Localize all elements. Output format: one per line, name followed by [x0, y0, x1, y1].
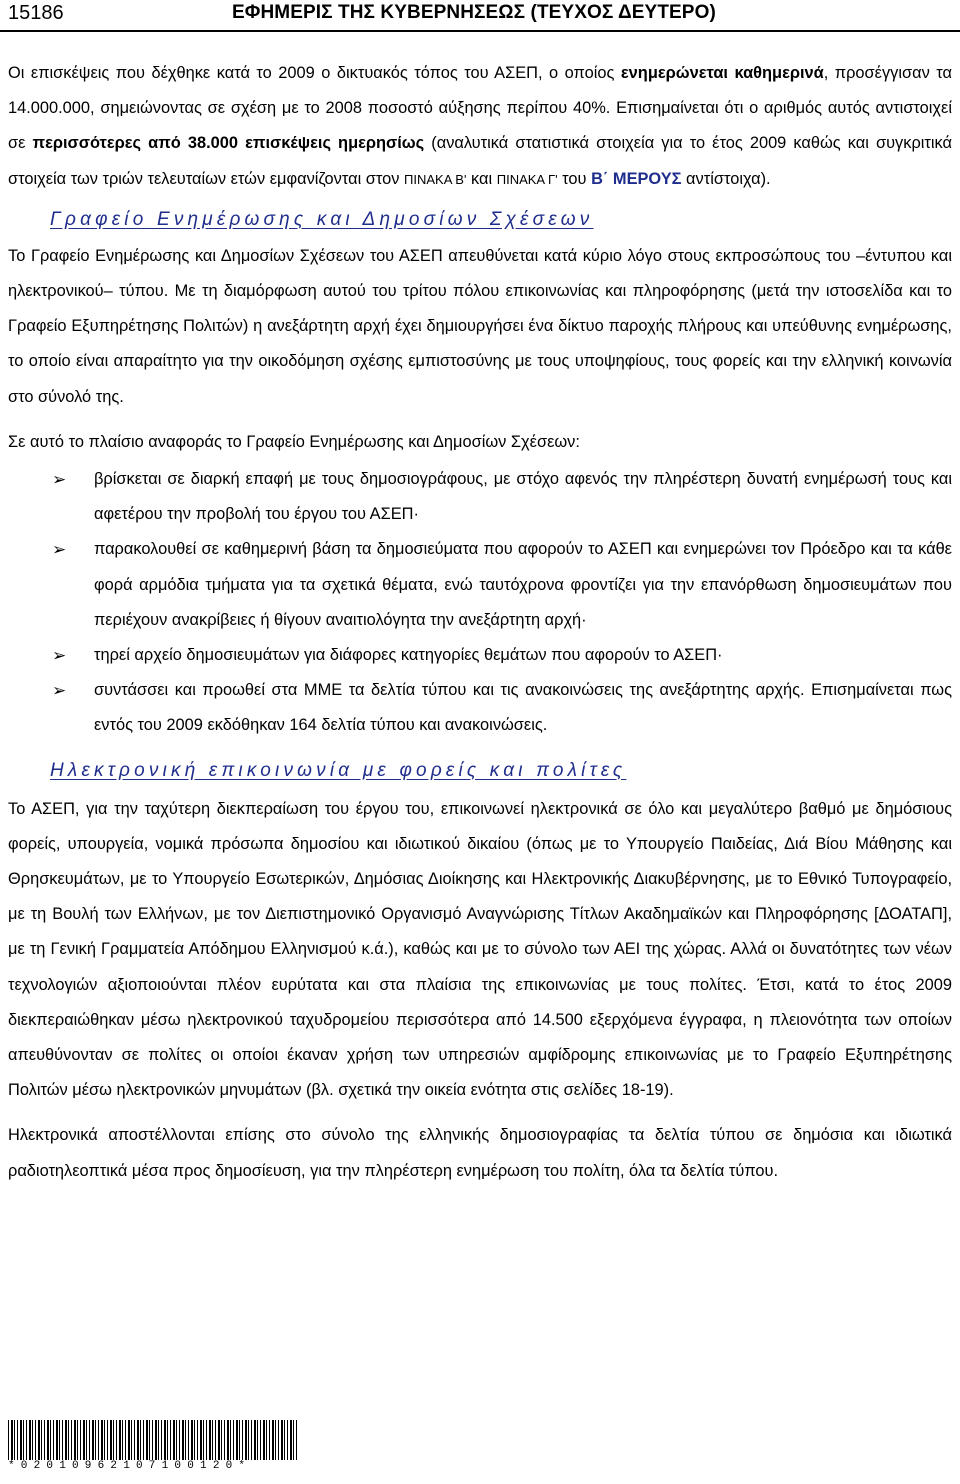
table-c-ref: ΠΙΝΑΚΑ Γ' — [496, 171, 558, 187]
list-item — [8, 673, 952, 743]
intro-text-6: αντίστοιχα). — [681, 169, 771, 188]
section-heading-electronic-communication: Ηλεκτρονική επικοινωνία με φορείς και πολίτες — [50, 759, 627, 781]
list-item-text: βρίσκεται σε διαρκή επαφή με τους δημοσιογράφους, με στόχο αφενός την πληρέστερη δυνατή ενημέρωσή τους και αφετέρου την προβολή του έργου του ΑΣΕΠ· — [94, 470, 952, 524]
arrow-bullet-icon: ➢ — [52, 681, 67, 701]
list-item-text: συντάσσει και προωθεί στα ΜΜΕ τα δελτία τύπου και τις ανακοινώσεις της ανεξάρτητης αρχής. Επισημαίνεται πως εντός του 2009 εκδόθηκαν 164 δελτία τύπου και ανακοινώσεις. — [94, 681, 952, 735]
list-item-text: τηρεί αρχείο δημοσιευμάτων για διάφορες κατηγορίες θεμάτων που αφορούν το ΑΣΕΠ· — [94, 646, 723, 665]
section-heading-press-office: Γραφείο Ενημέρωσης και Δημοσίων Σχέσεων — [50, 208, 594, 230]
intro-text-4: και — [466, 169, 497, 188]
part-b-link[interactable]: Β΄ ΜΕΡΟΥΣ — [591, 169, 682, 188]
barcode-bars — [8, 1420, 298, 1460]
intro-text-1: Οι επισκέψεις που δέχθηκε κατά το 2009 ο δικτυακός τόπος του ΑΣΕΠ, ο οποίος — [8, 64, 621, 82]
press-office-paragraph: Το Γραφείο Ενημέρωσης και Δημοσίων Σχέσεων του ΑΣΕΠ απευθύνεται κατά κύριο λόγο στους εκπροσώπους του –έντυπου και ηλεκτρονικού– τύπου. Με τη διαμόρφωση αυτού του τρίτου πόλου επικοινωνίας και πληροφόρησης (μετά την ιστοσελίδα και το Γραφείο Εξυπηρέτησης Πολιτών) η ανεξάρτητη αρχή έχει δημιουργήσει ένα δίκτυο παροχής πλήρους και υπεύθυνης ενημέρωσης, το οποίο είναι απαραίτητο για την οικοδόμηση σχέσης εμπιστοσύνης με τους υποψηφίους, τους φορείς και την ελληνική κοινωνία στο σύνολό της. — [8, 246, 952, 406]
header-rule — [0, 30, 960, 32]
intro-bold-updated-daily: ενημερώνεται καθημερινά — [620, 64, 824, 82]
intro-bold-visits: περισσότερες από 38.000 επισκέψεις ημερησίως — [32, 134, 425, 153]
list-item-text: παρακολουθεί σε καθημερινή βάση τα δημοσιεύματα που αφορούν το ΑΣΕΠ και ενημερώνει τον Πρόεδρο και τα κάθε φορά αρμόδια τμήματα για τα σχετικά θέματα, ενώ ταυτόχρονα φροντίζει για την επανόρθωση δημοσιευμάτων που περιέχουν ανακρίβειες ή θίγουν αναιτιολόγητα την ανεξάρτητη αρχή· — [94, 540, 952, 629]
page-body — [8, 56, 952, 1189]
press-releases-paragraph: Ηλεκτρονικά αποστέλλονται επίσης στο σύνολο της ελληνικής δημοσιογραφίας τα δελτία τύπου σε δημόσια και ιδιωτικά ραδιοτηλεοπτικά μέσα προς δημοσίευση, για την πληρέστερη ενημέρωση του πολίτη, όλα τα δελτία τύπου. — [8, 1126, 952, 1180]
list-item — [8, 532, 952, 638]
press-office-intro-line: Σε αυτό το πλαίσιο αναφοράς το Γραφείο Ενημέρωσης και Δημοσίων Σχέσεων: — [8, 432, 580, 451]
intro-text-5: του — [557, 169, 592, 188]
page-number: 15186 — [8, 2, 64, 24]
press-office-duties-list — [8, 462, 952, 744]
list-item — [8, 638, 952, 673]
list-item — [8, 462, 952, 532]
electronic-communication-paragraph: Το ΑΣΕΠ, για την ταχύτερη διεκπεραίωση του έργου του, επικοινωνεί ηλεκτρονικά σε όλο και μεγαλύτερο βαθμό με δημόσιους φορείς, υπουργεία, νομικά πρόσωπα δημοσίου και ιδιωτικού δικαίου (όπως με το Υπουργείο Παιδείας, Διά Βίου Μάθησης και Θρησκευμάτων, με το Υπουργείο Εσωτερικών, Δημόσιας Διοίκησης και Ηλεκτρονικής Διακυβέρνησης, με το Εθνικό Τυπογραφείο, με τη Βουλή των Ελλήνων, με τον Διεπιστημονικό Οργανισμό Αναγνώρισης Τίτλων Ακαδημαϊκών και Πληροφόρησης [ΔΟΑΤΑΠ], με τη Γενική Γραμματεία Απόδημου Ελληνισμού κ.ά.), καθώς και με το σύνολο των ΑΕΙ της χώρας. Αλλά οι δυνατότητες των νέων τεχνολογιών αξιοποιούνται πλέον ευρύτατα και στα πλαίσια της επικοινωνίας με τους πολίτες. Έτσι, κατά το έτος 2009 διεκπεραιώθηκαν μέσω ηλεκτρονικού ταχυδρομείου περισσότερα από 14.500 εξερχόμενα έγγραφα, η πλειονότητα των οποίων απευθύνονταν σε πολίτες οι οποίοι έκαναν χρήση των υπηρεσιών αμφίδρομης επικοινωνίας με το Γραφείο Εξυπηρέτησης Πολιτών μέσω ηλεκτρονικών μηνυμάτων (βλ. σχετικά την οικεία ενότητα στις σελίδες 18-19). — [8, 799, 952, 1100]
intro-text-3: (αναλυτικά στατιστικά στοιχεία για το έτος 2009 καθώς και συγκριτικά στοιχεία των τριών τελευταίων ετών εμφανίζονται στον — [8, 134, 952, 188]
intro-text-2: , προσέγγισαν τα 14.000.000, σημειώνοντας σε σχέση με το 2008 ποσοστό αύξησης περίπου 40%. Επισημαίνεται ότι ο αριθμός αυτός αντιστοιχεί σε — [8, 64, 953, 153]
page-header — [0, 0, 960, 32]
gazette-title: ΕΦΗΜΕΡΙΣ ΤΗΣ ΚΥΒΕΡΝΗΣΕΩΣ (ΤΕΥΧΟΣ ΔΕΥΤΕΡΟ) — [232, 2, 716, 23]
arrow-bullet-icon: ➢ — [52, 646, 67, 666]
table-b-ref: ΠΙΝΑΚΑ Β' — [404, 171, 467, 187]
arrow-bullet-icon: ➢ — [52, 470, 67, 490]
intro-paragraph — [8, 56, 952, 197]
barcode-number: *02010962107100120* — [8, 1460, 252, 1472]
arrow-bullet-icon: ➢ — [52, 540, 67, 560]
barcode — [8, 1420, 298, 1470]
